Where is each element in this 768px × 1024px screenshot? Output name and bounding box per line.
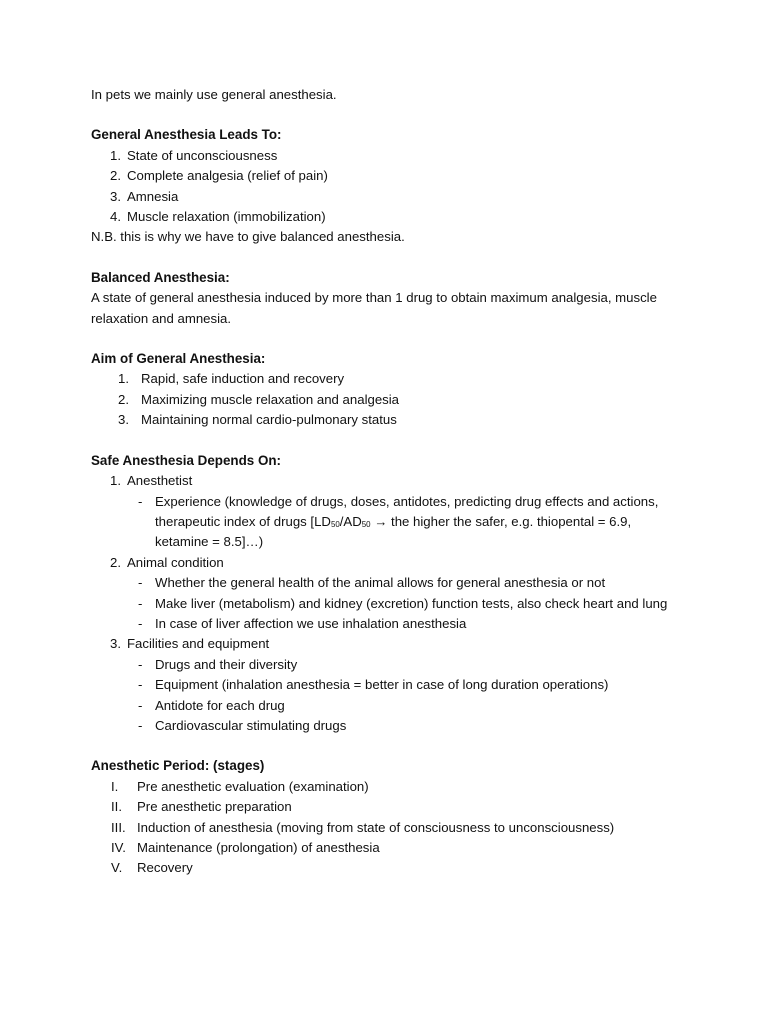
section-safe-anesthesia [91, 451, 671, 737]
sub-list-item [91, 675, 671, 695]
list-item [91, 390, 671, 410]
list-text: Facilities and equipment [127, 636, 270, 652]
list-text: Pre anesthetic preparation [137, 799, 292, 815]
text-run: → the higher the safer, e.g. thiopental = 6.9, ketamine = 8.5]…) [155, 513, 632, 550]
section-balanced-anesthesia [91, 268, 671, 329]
section-heading: Anesthetic Period: (stages) [91, 758, 265, 774]
subscript: 50 [330, 519, 340, 529]
sub-list-item [91, 573, 671, 593]
section-heading: General Anesthesia Leads To: [91, 127, 282, 143]
document-body [91, 85, 671, 899]
list-item [91, 777, 671, 797]
sub-list-item [91, 716, 671, 736]
sub-list-item [91, 655, 671, 675]
list-text: Maintaining normal cardio-pulmonary status [141, 412, 397, 428]
list-item [91, 818, 671, 838]
section-aim [91, 349, 671, 431]
list-item [91, 146, 671, 166]
dash-bullet: - [138, 575, 143, 591]
sub-list-item [91, 492, 671, 553]
dash-bullet: - [138, 493, 143, 509]
list-number: III. [111, 819, 126, 835]
list-number: 3. [110, 636, 121, 652]
sub-list-text: Cardiovascular stimulating drugs [155, 717, 347, 733]
list-item [91, 858, 671, 878]
sub-list-text: In case of liver affection we use inhalation anesthesia [155, 615, 467, 631]
paragraph-text: A state of general anesthesia induced by more than 1 drug to obtain maximum analgesia, muscle relaxation and amnesia. [91, 290, 657, 326]
list-item [91, 166, 671, 186]
dash-bullet: - [138, 677, 143, 693]
sub-list-text: Antidote for each drug [155, 697, 285, 713]
sub-list-item [91, 696, 671, 716]
section-heading: Safe Anesthesia Depends On: [91, 452, 281, 468]
list-text: Complete analgesia (relief of pain) [127, 168, 328, 184]
list-number: 2. [110, 554, 121, 570]
list-number: I. [111, 778, 119, 794]
dash-bullet: - [138, 697, 143, 713]
list-item [91, 838, 671, 858]
list-item [91, 207, 671, 227]
list-text: Muscle relaxation (immobilization) [127, 209, 326, 225]
list-number: 3. [110, 188, 121, 204]
list-number: 2. [110, 168, 121, 184]
list-number: IV. [111, 840, 126, 855]
subscript: 50 [361, 519, 371, 529]
list-item [91, 634, 671, 654]
sub-list-text: Make liver (metabolism) and kidney (excretion) function tests, also check heart and lung [155, 595, 668, 611]
sub-list-text: Equipment (inhalation anesthesia = better in case of long duration operations) [155, 677, 609, 693]
list-item [91, 410, 671, 430]
sub-list-item [91, 614, 671, 634]
list-text: Rapid, safe induction and recovery [141, 371, 345, 387]
sub-list-text: Drugs and their diversity [155, 656, 298, 672]
list-text: State of unconsciousness [127, 147, 278, 163]
section-general-anesthesia [91, 125, 671, 247]
list-text: Pre anesthetic evaluation (examination) [137, 778, 369, 794]
list-item [91, 553, 671, 573]
dash-bullet: - [138, 717, 143, 733]
text-run: Experience (knowledge of drugs, doses, antidotes, predicting drug effects and actions, therapeutic index of drugs [LD [155, 493, 659, 529]
list-text: Recovery [137, 860, 193, 876]
list-text: Animal condition [127, 554, 224, 570]
list-item [91, 797, 671, 817]
section-heading: Aim of General Anesthesia: [91, 351, 266, 367]
list-text: Anesthetist [127, 473, 193, 489]
sub-list-item [91, 594, 671, 614]
list-text: Induction of anesthesia (moving from state of consciousness to unconsciousness) [137, 819, 615, 835]
list-number: 1. [118, 371, 129, 387]
text-run: /AD [339, 513, 362, 529]
list-number: 4. [110, 209, 121, 225]
list-number: 2. [118, 391, 129, 407]
dash-bullet: - [138, 595, 143, 611]
list-number: 3. [118, 412, 129, 428]
list-item [91, 369, 671, 389]
list-item [91, 471, 671, 491]
list-text: Maximizing muscle relaxation and analgesia [141, 391, 400, 407]
list-text: Maintenance (prolongation) of anesthesia [137, 840, 380, 855]
dash-bullet: - [138, 656, 143, 672]
dash-bullet: - [138, 615, 143, 631]
sub-list-text [155, 492, 671, 553]
list-number: 1. [110, 147, 121, 163]
list-number: V. [111, 860, 123, 876]
intro-text: In pets we mainly use general anesthesia. [91, 87, 337, 102]
list-number: 1. [110, 473, 121, 489]
sub-list-text: Whether the general health of the animal allows for general anesthesia or not [155, 575, 606, 591]
list-text: Amnesia [127, 188, 179, 204]
list-number: II. [111, 799, 122, 815]
note-text: N.B. this is why we have to give balanced anesthesia. [91, 229, 405, 245]
list-item [91, 187, 671, 207]
section-anesthetic-period [91, 756, 671, 878]
section-heading: Balanced Anesthesia: [91, 269, 230, 285]
